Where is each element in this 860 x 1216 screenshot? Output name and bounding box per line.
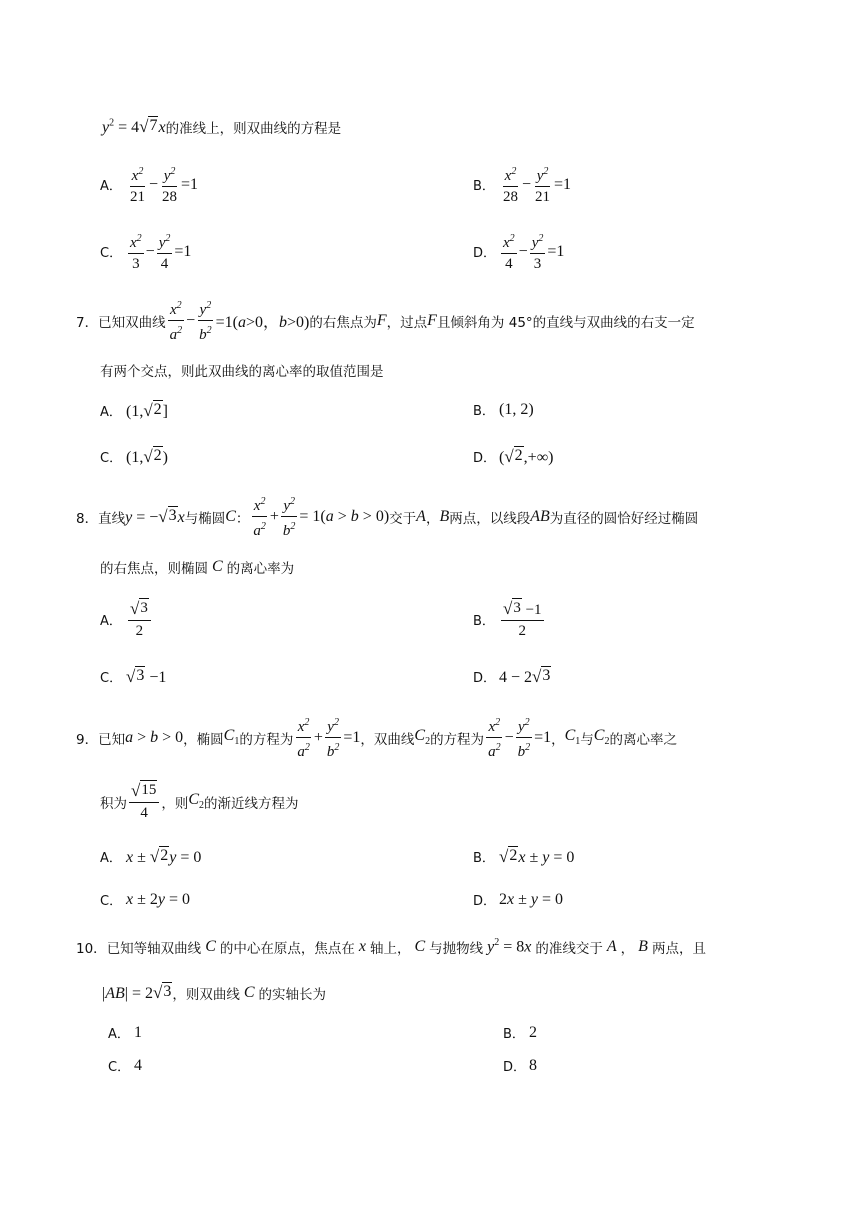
q6-option-a[interactable]: A． $\frac{x^2}{21}$ − $\frac{y^2}{28}$ =1: [100, 162, 198, 207]
q7-option-a[interactable]: A． (1, √ 2 ]: [100, 401, 168, 420]
q9-stem-line2: 积为 √ 15 4 ，则 $C_2$ 的渐近线方程为: [100, 781, 299, 821]
q10-option-a[interactable]: A． 1: [108, 1023, 142, 1042]
q8-option-d[interactable]: D． 4 − 2 √ 3: [473, 667, 551, 686]
q7-option-d[interactable]: D． ( √ 2 ,+∞): [473, 447, 554, 466]
q7-stem-line1: 7． 已知双曲线 $\frac{x^2}{a^2}$ − $\frac{y^2}{b^2}$ =1(a>0，b>0) 的右焦点为 F ，过点 F 且倾斜角为 45°的直线与双曲线的右支一定: [76, 296, 695, 345]
q7-option-b[interactable]: B． (1, 2): [473, 400, 534, 419]
q8-stem-line1: 8． 直线 y = − √ 3 x 与椭圆 C ： $\frac{x^2}{a^2}$ + $\frac{y^2}{b^2}$ = 1(a > b > 0) 交于 A ， B 两点，以线段 AB 为直径的圆恰好经过椭圆: [76, 492, 698, 541]
q10-option-c[interactable]: C． 4: [108, 1056, 142, 1075]
q8-option-a[interactable]: A． √ 3 2: [100, 598, 153, 641]
q8-stem-line2: 的右焦点，则椭圆 C 的离心率为: [100, 558, 295, 577]
q6-option-b[interactable]: B． $\frac{x^2}{28}$ − $\frac{y^2}{21}$ =1: [473, 162, 571, 207]
q8-option-c[interactable]: C． √ 3 −1: [100, 667, 167, 686]
q9-stem-line1: 9． 已知 a > b > 0 ，椭圆 $C_1$ 的方程为 $\frac{x^2}{a^2}$ + $\frac{y^2}{b^2}$ =1 ，双曲线 $C_2$ 的方程为 $\frac{x^2}{a^2}$ − $\frac{y^2}{b^2}$ =1 ， $C_1$ 与 $C_2$ 的离心率之: [76, 713, 677, 762]
q10-stem-line1: 10． 已知等轴双曲线 C 的中心在原点，焦点在 x 轴上， C 与抛物线 $y^2 = 8x$ 的准线交于 A ， B 两点，且: [76, 937, 706, 957]
q6-option-c[interactable]: C． $\frac{x^2}{3}$ − $\frac{y^2}{4}$ =1: [100, 229, 191, 274]
q10-option-b[interactable]: B． 2: [503, 1023, 537, 1042]
q6-option-d[interactable]: D． $\frac{x^2}{4}$ − $\frac{y^2}{3}$ =1: [473, 229, 564, 274]
q9-option-c[interactable]: C． x ± 2y = 0: [100, 890, 191, 909]
q10-option-d[interactable]: D． 8: [503, 1056, 537, 1075]
q8-option-b[interactable]: B． √ 3 −1 2: [473, 599, 542, 639]
q7-stem-line2: 有两个交点，则此双曲线的离心率的取值范围是: [100, 364, 384, 380]
q9-option-b[interactable]: B． √ 2 x ± y = 0: [473, 847, 575, 866]
q10-stem-line2: |AB| = 2 √ 3 ，则双曲线 C 的实轴长为: [102, 983, 326, 1003]
q9-option-d[interactable]: D． 2x ± y = 0: [473, 890, 564, 909]
q7-option-c[interactable]: C． (1, √ 2 ): [100, 447, 168, 466]
q6-stem-continuation: $y^2 = 4$ √ 7 x 的准线上，则双曲线的方程是: [102, 117, 342, 137]
q9-option-a[interactable]: A． x ± √ 2 y = 0: [100, 847, 202, 866]
